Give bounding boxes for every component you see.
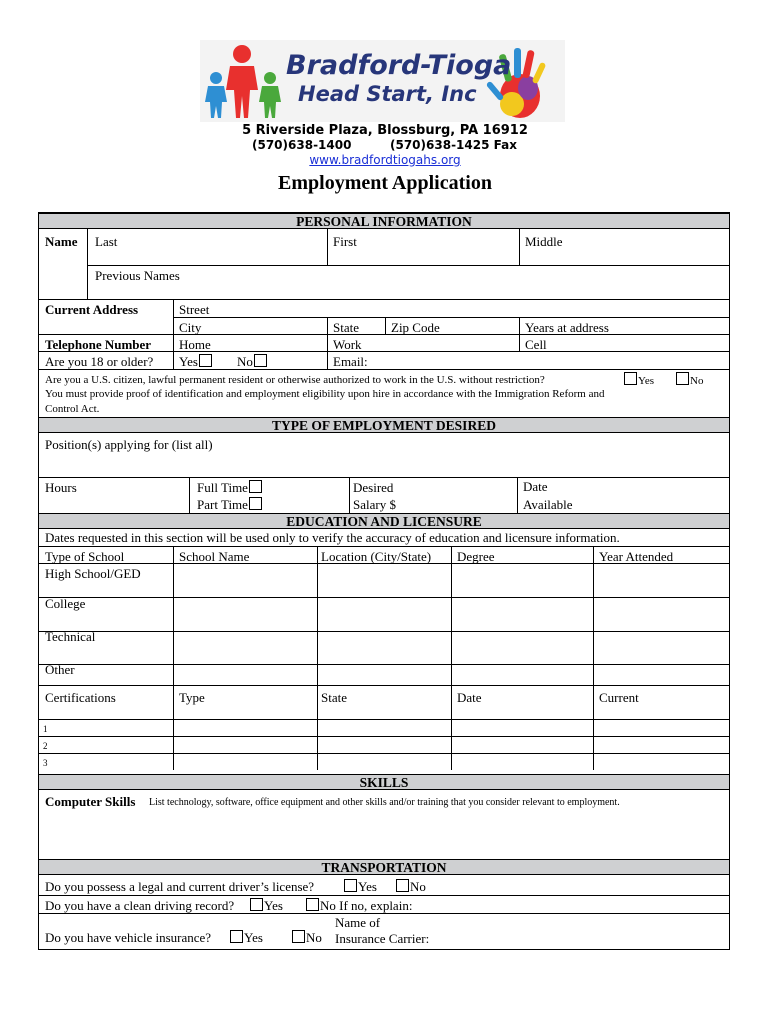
col-year-attended: Year Attended (599, 549, 674, 564)
license-yes-option[interactable] (343, 879, 377, 894)
section-type-of-employment: TYPE OF EMPLOYMENT DESIRED (39, 417, 729, 433)
col-cert-state: State (321, 690, 347, 705)
work-phone-field[interactable]: Work (333, 337, 362, 352)
desired-label: Desired (353, 480, 394, 495)
org-address: 5 Riverside Plaza, Blossburg, PA 16912 (242, 123, 528, 138)
organization-logo (200, 40, 565, 122)
cert-row-3: 3 (43, 758, 48, 768)
education-note: Dates requested in this section will be used only to verify the accuracy of education and licensure information. (45, 530, 620, 545)
insurance-no-checkbox[interactable] (292, 930, 305, 943)
col-school-name: School Name (179, 549, 250, 564)
citizen-yes-option[interactable] (623, 372, 654, 389)
page-title: Employment Application (278, 172, 492, 194)
org-name-line1: Bradford-Tioga (286, 50, 512, 81)
email-field[interactable]: Email: (333, 354, 368, 369)
computer-skills-description[interactable]: List technology, software, office equipment and other skills and/or training that you consider relevant to employment. (149, 797, 620, 808)
license-no-checkbox[interactable] (396, 879, 409, 892)
record-yes-checkbox[interactable] (250, 898, 263, 911)
part-time-label: Part Time (197, 497, 248, 512)
row-technical: Technical (45, 629, 96, 644)
part-time-option[interactable] (197, 497, 263, 512)
proof-notice-line1: You must provide proof of identification and employment eligibility upon hire in accordance with the Immigration Reform and (45, 388, 605, 400)
record-no-checkbox[interactable] (306, 898, 319, 911)
col-cert-type: Type (179, 690, 205, 705)
citizenship-question: Are you a U.S. citizen, lawful permanent resident or otherwise authorized to work in the U.S. without restriction? (45, 374, 545, 386)
date-available-field[interactable]: Available (523, 497, 573, 512)
section-personal-information: PERSONAL INFORMATION (39, 213, 729, 229)
citizen-no-checkbox[interactable] (676, 372, 689, 385)
zip-code-field[interactable]: Zip Code (391, 320, 440, 335)
col-type-of-school: Type of School (45, 549, 125, 564)
col-location: Location (City/State) (321, 549, 432, 564)
cell-phone-field[interactable]: Cell (525, 337, 547, 352)
section-skills: SKILLS (39, 774, 729, 790)
record-yes-option[interactable] (249, 898, 283, 913)
row-college: College (45, 596, 86, 611)
license-yes-checkbox[interactable] (344, 879, 357, 892)
first-name-field[interactable]: First (333, 234, 357, 249)
row-high-school: High School/GED (45, 566, 141, 581)
record-yes-label: Yes (264, 898, 283, 913)
computer-skills-label: Computer Skills (45, 794, 136, 809)
section-education-licensure: EDUCATION AND LICENSURE (39, 513, 729, 529)
license-question: Do you possess a legal and current driver’s license? (45, 879, 315, 894)
full-time-option[interactable] (197, 480, 263, 495)
part-time-checkbox[interactable] (249, 497, 262, 510)
citizen-yes-checkbox[interactable] (624, 372, 637, 385)
proof-notice-line2: Control Act. (45, 403, 100, 415)
row-other: Other (45, 662, 75, 677)
middle-name-field[interactable]: Middle (525, 234, 563, 249)
insurance-question: Do you have vehicle insurance? (45, 930, 212, 945)
age-no-checkbox[interactable] (254, 354, 267, 367)
age-question: Are you 18 or older? (45, 354, 154, 369)
insurance-carrier-field[interactable]: Insurance Carrier: (335, 931, 430, 946)
org-website-link[interactable]: www.bradfordtiogahs.org (309, 153, 461, 167)
driving-record-question: Do you have a clean driving record? (45, 898, 235, 913)
home-phone-field[interactable]: Home (179, 337, 211, 352)
state-field[interactable]: State (333, 320, 359, 335)
age-yes-option[interactable] (179, 354, 213, 369)
col-degree: Degree (457, 549, 495, 564)
current-address-label: Current Address (45, 302, 139, 317)
name-label: Name (45, 234, 78, 249)
insurance-yes-checkbox[interactable] (230, 930, 243, 943)
positions-field[interactable]: Position(s) applying for (list all) (45, 437, 213, 452)
employment-application-form (38, 212, 730, 950)
license-no-option[interactable] (395, 879, 426, 894)
insurance-no-label: No (306, 930, 322, 945)
citizen-no-label: No (690, 375, 704, 387)
insurance-yes-option[interactable] (229, 930, 263, 945)
years-at-address-field[interactable]: Years at address (525, 320, 609, 335)
license-yes-label: Yes (358, 879, 377, 894)
full-time-checkbox[interactable] (249, 480, 262, 493)
insurance-no-option[interactable] (291, 930, 322, 945)
explain-field[interactable]: If no, explain: (339, 898, 413, 913)
salary-field[interactable]: Salary $ (353, 497, 396, 512)
cert-row-1: 1 (43, 724, 48, 734)
full-time-label: Full Time (197, 480, 248, 495)
age-no-option[interactable] (237, 354, 268, 369)
license-no-label: No (410, 879, 426, 894)
record-no-option[interactable] (305, 898, 412, 913)
city-field[interactable]: City (179, 320, 202, 335)
hours-label: Hours (45, 480, 77, 495)
age-yes-checkbox[interactable] (199, 354, 212, 367)
col-certifications: Certifications (45, 690, 116, 705)
telephone-number-label: Telephone Number (45, 337, 152, 352)
age-yes-label: Yes (179, 354, 198, 369)
street-field[interactable]: Street (179, 302, 210, 317)
citizen-no-option[interactable] (675, 372, 703, 389)
cert-row-2: 2 (43, 741, 48, 751)
col-cert-current: Current (599, 690, 639, 705)
age-no-label: No (237, 354, 253, 369)
col-cert-date: Date (457, 690, 482, 705)
previous-names-field[interactable]: Previous Names (95, 268, 180, 283)
citizen-yes-label: Yes (638, 375, 655, 387)
org-fax: (570)638-1425 Fax (390, 138, 517, 152)
name-of-label: Name of (335, 915, 381, 930)
insurance-yes-label: Yes (244, 930, 263, 945)
org-phone: (570)638-1400 (252, 138, 352, 152)
last-name-field[interactable]: Last (95, 234, 118, 249)
record-no-label: No (320, 898, 336, 913)
org-name-line2: Head Start, Inc (298, 82, 477, 106)
date-label: Date (523, 479, 548, 494)
section-transportation: TRANSPORTATION (39, 859, 729, 875)
